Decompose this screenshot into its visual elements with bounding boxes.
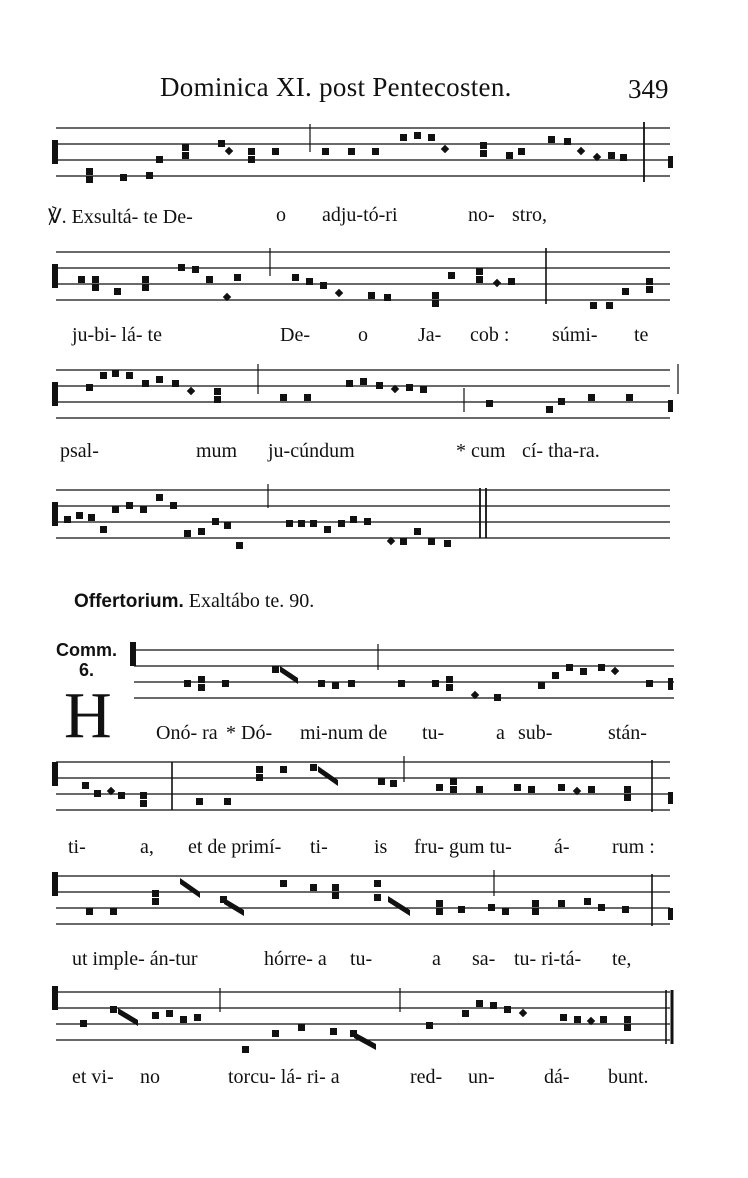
page-header bbox=[0, 72, 748, 112]
lyric-communion-1: sub- bbox=[518, 722, 553, 744]
lyric-verse-2: ju-bi- lá- te bbox=[72, 324, 162, 346]
lyric-communion-3: tu- bbox=[350, 948, 373, 970]
lyric-communion-4: red- bbox=[410, 1066, 443, 1088]
lyric-verse-2: De- bbox=[280, 324, 310, 346]
lyric-communion-1: mi-num de bbox=[300, 722, 388, 744]
communion-mode: 6. bbox=[79, 660, 95, 680]
lyric-communion-4: un- bbox=[468, 1066, 495, 1088]
lyric-verse-3: psal- bbox=[60, 440, 99, 462]
communion-label bbox=[56, 640, 117, 680]
music-staff bbox=[128, 642, 676, 710]
music-staff bbox=[48, 986, 673, 1060]
lyric-communion-2: a, bbox=[140, 836, 154, 858]
lyric-verse-2: cob : bbox=[470, 324, 510, 346]
drop-capital: H bbox=[64, 679, 112, 752]
lyric-communion-2: á- bbox=[554, 836, 570, 858]
lyric-verse-1: o bbox=[276, 204, 286, 226]
lyric-verse-2: o bbox=[358, 324, 368, 346]
lyric-verse-3: cí- tha-ra. bbox=[522, 440, 600, 462]
lyric-communion-4: no bbox=[140, 1066, 160, 1088]
music-staff bbox=[48, 482, 673, 560]
lyric-verse-3: ju-cúndum bbox=[268, 440, 355, 462]
lyric-verse-1: ℣. Exsultá- te De- bbox=[48, 206, 193, 228]
offertory-text: Exaltábo te. 90. bbox=[188, 590, 315, 612]
page-number: 349 bbox=[628, 74, 669, 104]
music-staff bbox=[48, 360, 673, 424]
lyric-communion-4: et vi- bbox=[72, 1066, 114, 1088]
running-title: Dominica XI. post Pentecosten. bbox=[160, 72, 512, 102]
music-staff bbox=[48, 248, 673, 312]
lyric-verse-2: te bbox=[634, 324, 649, 346]
lyric-communion-1: a bbox=[496, 722, 505, 744]
lyric-verse-1: adju-tó-ri bbox=[322, 204, 398, 226]
lyric-communion-3: a bbox=[432, 948, 441, 970]
lyric-communion-1: stán- bbox=[608, 722, 647, 744]
lyric-communion-3: te, bbox=[612, 948, 632, 970]
lyric-communion-2: et de primí- bbox=[188, 836, 282, 858]
lyric-verse-3: mum bbox=[196, 440, 238, 462]
lyric-communion-4: dá- bbox=[544, 1066, 570, 1088]
lyric-communion-2: rum : bbox=[612, 836, 655, 858]
lyric-verse-2: súmi- bbox=[552, 324, 598, 346]
lyric-communion-3: ut imple- án-tur bbox=[72, 948, 198, 970]
lyric-communion-3: hórre- a bbox=[264, 948, 327, 970]
lyric-communion-2: ti- bbox=[310, 836, 328, 858]
music-staff bbox=[48, 122, 673, 182]
offertory-reference bbox=[74, 590, 314, 613]
lyric-communion-2: ti- bbox=[68, 836, 86, 858]
lyric-communion-4: torcu- lá- ri- a bbox=[228, 1066, 340, 1088]
lyric-communion-3: sa- bbox=[472, 948, 496, 970]
offertory-label: Offertorium. bbox=[74, 591, 184, 612]
music-staff bbox=[48, 870, 673, 936]
lyric-verse-3: * cum bbox=[456, 440, 506, 462]
music-staff bbox=[48, 756, 673, 820]
lyric-communion-1: tu- bbox=[422, 722, 445, 744]
lyric-communion-2: is bbox=[374, 836, 388, 858]
lyric-verse-1: stro, bbox=[512, 204, 547, 226]
lyric-verse-2: Ja- bbox=[418, 324, 442, 346]
lyric-verse-1: no- bbox=[468, 204, 495, 226]
lyric-communion-3: tu- ri-tá- bbox=[514, 948, 582, 970]
communion-title: Comm. bbox=[56, 640, 118, 660]
lyric-communion-2: fru- gum tu- bbox=[414, 836, 512, 858]
lyric-communion-1: Onó- ra bbox=[156, 722, 218, 744]
lyric-communion-1: * Dó- bbox=[226, 722, 273, 744]
lyric-communion-4: bunt. bbox=[608, 1066, 649, 1088]
